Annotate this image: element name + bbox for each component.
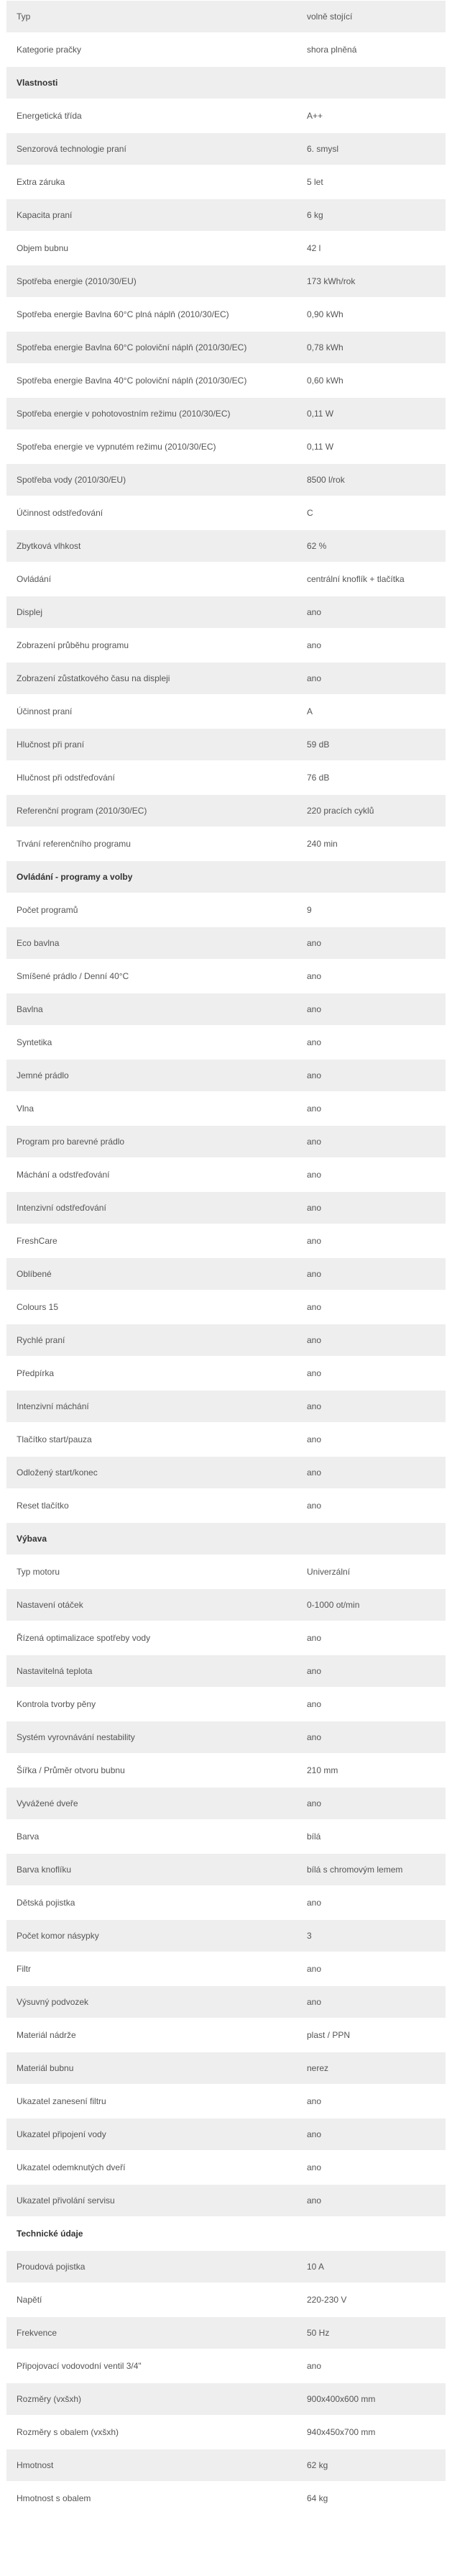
spec-row-odlozeny-start-konec xyxy=(6,1457,446,1488)
spec-value: plast / PPN xyxy=(307,2030,351,2040)
spec-label: Vyvážené dveře xyxy=(17,1798,78,1808)
spec-row-syntetika xyxy=(6,1027,446,1058)
spec-label: Rozměry s obalem (vxšxh) xyxy=(17,2427,119,2437)
spec-row-nastavitelna-teplota xyxy=(6,1655,446,1687)
spec-label: Účinnost odstřeďování xyxy=(17,508,103,518)
spec-value: ano xyxy=(307,1666,322,1676)
section-heading-vlastnosti: Vlastnosti xyxy=(6,67,446,99)
spec-label: Ukazatel přivolání servisu xyxy=(17,2195,115,2206)
spec-row-material-nadrze xyxy=(6,2019,446,2051)
spec-label: Materiál bubnu xyxy=(17,2063,74,2073)
spec-label: Připojovací vodovodní ventil 3/4" xyxy=(17,2361,142,2371)
spec-label: Zobrazení průběhu programu xyxy=(17,640,129,650)
spec-value: 8500 l/rok xyxy=(307,475,345,485)
spec-value: ano xyxy=(307,1070,322,1080)
spec-row-kategorie-pracky xyxy=(6,34,446,65)
spec-value: 0,11 W xyxy=(307,442,334,452)
spec-label: Napětí xyxy=(17,2295,42,2305)
spec-row-hmotnost-s-obalem xyxy=(6,2482,446,2514)
spec-label: Proudová pojistka xyxy=(17,2262,86,2272)
spec-label: Spotřeba energie Bavlna 60°C poloviční náplň (2010/30/EC) xyxy=(17,342,247,352)
spec-label: Syntetika xyxy=(17,1037,52,1047)
spec-value: ano xyxy=(307,1368,322,1378)
spec-row-eco-bavlna xyxy=(6,927,446,959)
spec-value: A++ xyxy=(307,111,323,121)
spec-label: Spotřeba vody (2010/30/EU) xyxy=(17,475,126,485)
spec-value: ano xyxy=(307,971,322,981)
spec-row-rychle-prani xyxy=(6,1324,446,1356)
spec-row-energeticka-trida xyxy=(6,100,446,132)
spec-value: 240 min xyxy=(307,839,338,849)
spec-row-frekvence xyxy=(6,2317,446,2349)
spec-value: 3 xyxy=(307,1931,312,1941)
spec-value: ano xyxy=(307,1137,322,1147)
spec-label: Spotřeba energie Bavlna 60°C plná náplň (2010/30/EC) xyxy=(17,309,229,319)
spec-row-trvani-referencniho-programu xyxy=(6,828,446,860)
spec-value: 6 kg xyxy=(307,210,323,220)
spec-label: Počet komor násypky xyxy=(17,1931,99,1941)
spec-label: Typ xyxy=(17,12,31,22)
section-heading-ovladani-programy-a-volby: Ovládání - programy a volby xyxy=(6,861,446,893)
spec-row-spotreba-energie-ve-vypnutem-rezimu-2010-30-ec xyxy=(6,431,446,463)
spec-label: Barva xyxy=(17,1831,40,1842)
spec-row-spotreba-energie-bavlna-60-c-plna-napln-2010-30- xyxy=(6,299,446,330)
spec-row-oblibene xyxy=(6,1258,446,1290)
spec-row-pocet-programu xyxy=(6,894,446,926)
spec-row-rizena-optimalizace-spotreby-vody xyxy=(6,1622,446,1654)
spec-label: Máchání a odstřeďování xyxy=(17,1170,110,1180)
spec-value: 5 let xyxy=(307,177,323,187)
section-heading-vybava: Výbava xyxy=(6,1523,446,1555)
spec-value: ano xyxy=(307,1732,322,1742)
spec-label: Šířka / Průměr otvoru bubnu xyxy=(17,1765,125,1775)
spec-value: 76 dB xyxy=(307,773,330,783)
spec-value: ano xyxy=(307,1401,322,1411)
spec-row-extra-zaruka xyxy=(6,166,446,198)
spec-row-spotreba-energie-2010-30-eu xyxy=(6,265,446,297)
spec-value: ano xyxy=(307,1633,322,1643)
spec-value: ano xyxy=(307,2096,322,2106)
spec-row-senzorova-technologie-prani xyxy=(6,133,446,165)
spec-row-spotreba-energie-bavlna-60-c-polovicni-napln-201 xyxy=(6,332,446,363)
spec-row-rozmery-s-obalem-vxsxh xyxy=(6,2416,446,2448)
spec-label: Ukazatel odemknutých dveří xyxy=(17,2162,126,2172)
spec-label: Oblíbené xyxy=(17,1269,52,1279)
spec-row-pocet-komor-nasypky xyxy=(6,1920,446,1952)
spec-row-detska-pojistka xyxy=(6,1887,446,1919)
spec-row-referencni-program-2010-30-ec xyxy=(6,795,446,827)
spec-row-typ xyxy=(6,1,446,32)
spec-row-hlucnost-pri-odstredovani xyxy=(6,762,446,793)
spec-row-program-pro-barevne-pradlo xyxy=(6,1126,446,1157)
spec-row-napeti xyxy=(6,2284,446,2316)
spec-row-material-bubnu xyxy=(6,2052,446,2084)
spec-label: Zbytková vlhkost xyxy=(17,541,81,551)
spec-label: Hlučnost při odstřeďování xyxy=(17,773,115,783)
spec-label: Frekvence xyxy=(17,2328,57,2338)
spec-row-spotreba-vody-2010-30-eu xyxy=(6,464,446,496)
spec-label: Zobrazení zůstatkového času na displeji xyxy=(17,673,170,683)
spec-value: 0,78 kWh xyxy=(307,342,343,352)
spec-row-ukazatel-pripojeni-vody xyxy=(6,2118,446,2150)
spec-label: Jemné prádlo xyxy=(17,1070,69,1080)
spec-value: A xyxy=(307,706,313,716)
spec-value: 220-230 V xyxy=(307,2295,347,2305)
spec-row-jemne-pradlo xyxy=(6,1060,446,1091)
spec-label: Odložený start/konec xyxy=(17,1467,98,1478)
spec-row-ukazatel-privolani-servisu xyxy=(6,2185,446,2216)
spec-value: ano xyxy=(307,1037,322,1047)
spec-value: nerez xyxy=(307,2063,329,2073)
spec-label: Energetická třída xyxy=(17,111,82,121)
spec-label: Intenzivní máchání xyxy=(17,1401,89,1411)
spec-label: Spotřeba energie Bavlna 40°C poloviční náplň (2010/30/EC) xyxy=(17,376,247,386)
spec-value: ano xyxy=(307,2361,322,2371)
spec-label: Kontrola tvorby pěny xyxy=(17,1699,96,1709)
spec-value: ano xyxy=(307,1203,322,1213)
spec-row-sirka-prumer-otvoru-bubnu xyxy=(6,1754,446,1786)
spec-label: Displej xyxy=(17,607,43,617)
spec-label: Referenční program (2010/30/EC) xyxy=(17,806,147,816)
section-heading-technicke-udaje: Technické údaje xyxy=(6,2218,446,2249)
spec-row-displej xyxy=(6,596,446,628)
spec-label: Dětská pojistka xyxy=(17,1898,75,1908)
spec-value: shora plněná xyxy=(307,45,357,55)
spec-row-barva xyxy=(6,1821,446,1852)
spec-value: ano xyxy=(307,2129,322,2139)
spec-label: Rychlé praní xyxy=(17,1335,65,1345)
spec-row-tlacitko-start-pauza xyxy=(6,1424,446,1455)
spec-value: 900x400x600 mm xyxy=(307,2394,376,2404)
spec-row-kontrola-tvorby-peny xyxy=(6,1688,446,1720)
spec-value: Univerzální xyxy=(307,1567,351,1577)
spec-label: Předpírka xyxy=(17,1368,55,1378)
spec-value: ano xyxy=(307,1170,322,1180)
spec-label: Kategorie pračky xyxy=(17,45,82,55)
spec-value: 210 mm xyxy=(307,1765,338,1775)
spec-row-kapacita-prani xyxy=(6,199,446,231)
spec-value: 64 kg xyxy=(307,2493,328,2503)
spec-value: C xyxy=(307,508,313,518)
spec-value: 42 l xyxy=(307,243,321,253)
spec-row-filtr xyxy=(6,1953,446,1985)
spec-label: Colours 15 xyxy=(17,1302,59,1312)
spec-row-machani-a-odstredovani xyxy=(6,1159,446,1191)
spec-row-intenzivni-machani xyxy=(6,1391,446,1422)
spec-value: ano xyxy=(307,1699,322,1709)
spec-label: Extra záruka xyxy=(17,177,65,187)
spec-value: ano xyxy=(307,1434,322,1444)
spec-value: ano xyxy=(307,673,322,683)
spec-value: 9 xyxy=(307,905,312,915)
spec-row-ucinnost-prani xyxy=(6,696,446,727)
spec-value: 173 kWh/rok xyxy=(307,276,356,286)
spec-label: Počet programů xyxy=(17,905,78,915)
spec-value: ano xyxy=(307,1004,322,1014)
spec-label: Spotřeba energie v pohotovostním režimu (2010/30/EC) xyxy=(17,409,231,419)
spec-label: Ukazatel zanesení filtru xyxy=(17,2096,106,2106)
spec-label: Typ motoru xyxy=(17,1567,60,1577)
spec-label: Spotřeba energie (2010/30/EU) xyxy=(17,276,137,286)
spec-label: Ukazatel připojení vody xyxy=(17,2129,106,2139)
spec-label: Bavlna xyxy=(17,1004,43,1014)
spec-row-objem-bubnu xyxy=(6,232,446,264)
spec-value: 59 dB xyxy=(307,739,330,750)
spec-value: ano xyxy=(307,1501,322,1511)
spec-value: 220 pracích cyklů xyxy=(307,806,374,816)
spec-value: 940x450x700 mm xyxy=(307,2427,376,2437)
spec-value: bílá s chromovým lemem xyxy=(307,1865,403,1875)
spec-label: Nastavitelná teplota xyxy=(17,1666,93,1676)
spec-label: Hmotnost xyxy=(17,2460,54,2470)
spec-row-reset-tlacitko xyxy=(6,1490,446,1521)
spec-value: ano xyxy=(307,2162,322,2172)
spec-value: ano xyxy=(307,1964,322,1974)
spec-value: ano xyxy=(307,1997,322,2007)
spec-value: volně stojící xyxy=(307,12,353,22)
spec-row-spotreba-energie-v-pohotovostnim-rezimu-2010-30- xyxy=(6,398,446,429)
spec-row-zobrazeni-prubehu-programu xyxy=(6,629,446,661)
spec-value: 50 Hz xyxy=(307,2328,330,2338)
spec-label: Kapacita praní xyxy=(17,210,73,220)
spec-label: Nastavení otáček xyxy=(17,1600,83,1610)
spec-row-hmotnost xyxy=(6,2449,446,2481)
spec-row-spotreba-energie-bavlna-40-c-polovicni-napln-201 xyxy=(6,365,446,396)
spec-row-pripojovaci-vodovodni-ventil-3-4 xyxy=(6,2350,446,2382)
spec-label: Systém vyrovnávání nestability xyxy=(17,1732,135,1742)
spec-value: 62 % xyxy=(307,541,327,551)
spec-label: Smíšené prádlo / Denní 40°C xyxy=(17,971,129,981)
spec-row-freshcare xyxy=(6,1225,446,1257)
spec-value: ano xyxy=(307,1798,322,1808)
spec-value: ano xyxy=(307,1103,322,1114)
spec-label: Filtr xyxy=(17,1964,31,1974)
spec-label: Objem bubnu xyxy=(17,243,69,253)
spec-label: Senzorová technologie praní xyxy=(17,144,126,154)
spec-row-vyvazene-dvere xyxy=(6,1788,446,1819)
spec-row-nastaveni-otacek xyxy=(6,1589,446,1621)
spec-label: Účinnost praní xyxy=(17,706,73,716)
spec-row-colours-15 xyxy=(6,1291,446,1323)
spec-row-bavlna xyxy=(6,993,446,1025)
spec-value: centrální knoflík + tlačítka xyxy=(307,574,405,584)
spec-value: ano xyxy=(307,1467,322,1478)
spec-label: Vlna xyxy=(17,1103,34,1114)
spec-value: ano xyxy=(307,938,322,948)
spec-value: 0,60 kWh xyxy=(307,376,343,386)
spec-row-ucinnost-odstredovani xyxy=(6,497,446,529)
spec-value: 0,11 W xyxy=(307,409,334,419)
spec-row-barva-knofliku xyxy=(6,1854,446,1885)
spec-row-ovladani xyxy=(6,563,446,595)
spec-value: 10 A xyxy=(307,2262,325,2272)
spec-value: ano xyxy=(307,1269,322,1279)
spec-label: Eco bavlna xyxy=(17,938,60,948)
spec-label: FreshCare xyxy=(17,1236,57,1246)
spec-value: ano xyxy=(307,1898,322,1908)
spec-row-ukazatel-odemknutych-dveri xyxy=(6,2152,446,2183)
specifications-table xyxy=(6,0,446,2514)
spec-value: 62 kg xyxy=(307,2460,328,2470)
spec-label: Materiál nádrže xyxy=(17,2030,76,2040)
spec-label: Výsuvný podvozek xyxy=(17,1997,89,2007)
spec-label: Trvání referenčního programu xyxy=(17,839,131,849)
spec-label: Intenzivní odstřeďování xyxy=(17,1203,106,1213)
spec-row-rozmery-vxsxh xyxy=(6,2383,446,2415)
spec-label: Barva knoflíku xyxy=(17,1865,72,1875)
spec-label: Program pro barevné prádlo xyxy=(17,1137,125,1147)
spec-row-system-vyrovnavani-nestability xyxy=(6,1721,446,1753)
spec-row-ukazatel-zaneseni-filtru xyxy=(6,2085,446,2117)
spec-row-intenzivni-odstredovani xyxy=(6,1192,446,1224)
spec-value: ano xyxy=(307,1335,322,1345)
spec-label: Rozměry (vxšxh) xyxy=(17,2394,82,2404)
spec-value: 0-1000 ot/min xyxy=(307,1600,360,1610)
spec-row-predpirka xyxy=(6,1357,446,1389)
spec-value: 0,90 kWh xyxy=(307,309,343,319)
spec-row-proudova-pojistka xyxy=(6,2251,446,2283)
spec-row-vlna xyxy=(6,1093,446,1124)
spec-value: ano xyxy=(307,607,322,617)
spec-label: Ovládání xyxy=(17,574,52,584)
spec-value: ano xyxy=(307,640,322,650)
spec-label: Hmotnost s obalem xyxy=(17,2493,91,2503)
spec-value: ano xyxy=(307,1302,322,1312)
spec-row-vysuvny-podvozek xyxy=(6,1986,446,2018)
spec-label: Tlačítko start/pauza xyxy=(17,1434,92,1444)
spec-row-zbytkova-vlhkost xyxy=(6,530,446,562)
spec-row-zobrazeni-zustatkoveho-casu-na-displeji xyxy=(6,663,446,694)
spec-row-hlucnost-pri-prani xyxy=(6,729,446,760)
spec-row-typ-motoru xyxy=(6,1556,446,1588)
spec-value: ano xyxy=(307,2195,322,2206)
spec-value: 6. smysl xyxy=(307,144,339,154)
spec-row-smisene-pradlo-denni-40-c xyxy=(6,960,446,992)
spec-label: Reset tlačítko xyxy=(17,1501,69,1511)
spec-value: ano xyxy=(307,1236,322,1246)
spec-label: Řízená optimalizace spotřeby vody xyxy=(17,1633,151,1643)
spec-label: Spotřeba energie ve vypnutém režimu (2010/30/EC) xyxy=(17,442,216,452)
spec-label: Hlučnost při praní xyxy=(17,739,85,750)
spec-value: bílá xyxy=(307,1831,321,1842)
